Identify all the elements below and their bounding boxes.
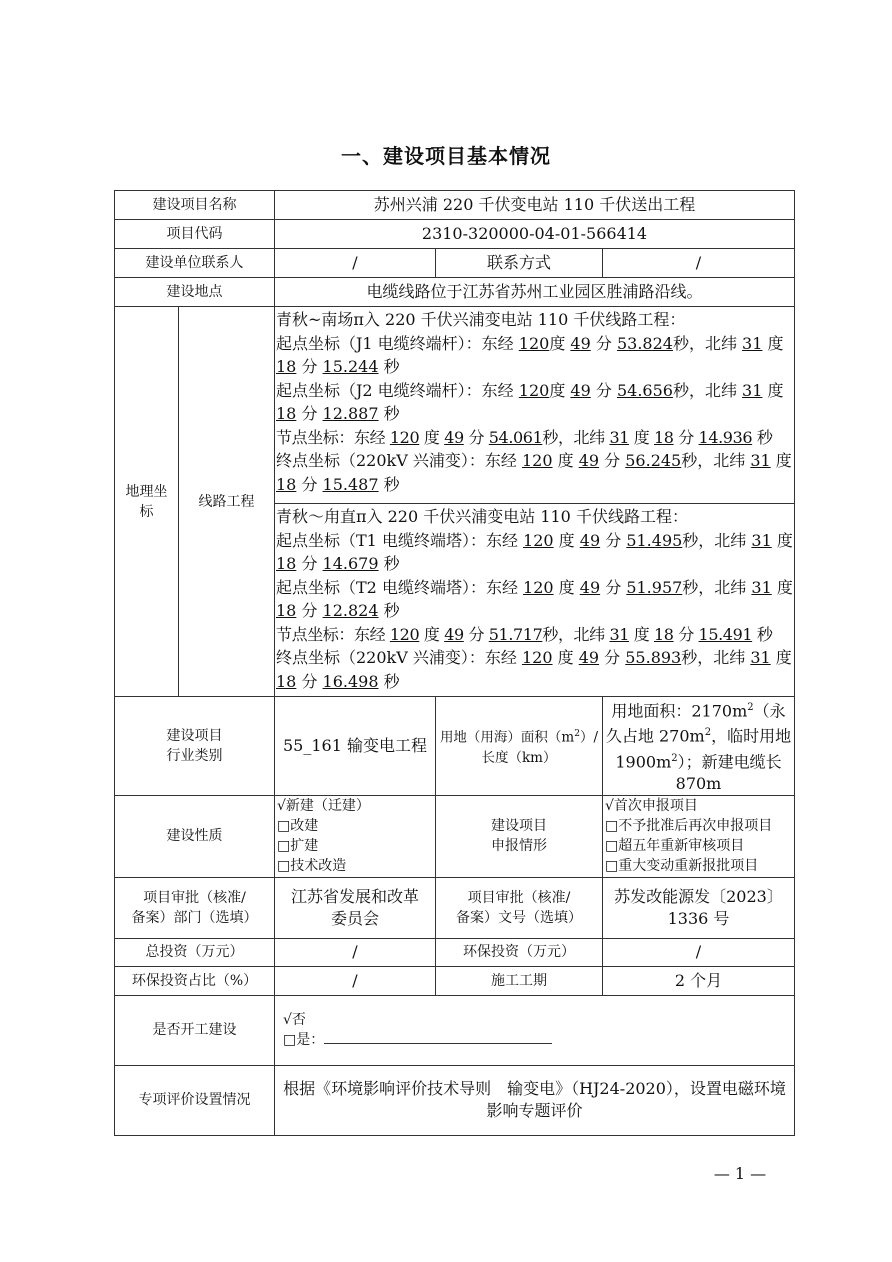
blank-line — [324, 1031, 552, 1044]
coord-line: 终点坐标（220kV 兴浦变）：东经 120 度 49 分 55.893秒，北纬 31 度 18 分 16.498 秒 — [276, 648, 792, 691]
total-investment-value: / — [275, 938, 436, 966]
construction-period-value: 2 个月 — [603, 966, 795, 995]
route-1-coords — [275, 307, 795, 504]
total-investment-label: 总投资（万元） — [115, 938, 275, 966]
area-value: 用地面积：$2170m^2$（永久占地 $270m^2$，临时用地 $1900m^2$）；新建电缆长 870m — [603, 697, 795, 796]
env-investment-label: 环保投资（万元） — [436, 938, 603, 966]
coord-line: 节点坐标：东经 120 度 49 分 54.061秒，北纬 31 度 18 分 14.936 秒 — [276, 427, 773, 447]
nature-option: √新建（迁建） — [277, 798, 370, 815]
nature-label: 建设性质 — [115, 795, 275, 877]
started-option-yes: □是： — [283, 1030, 792, 1050]
approval-doc-value: 苏发改能源发〔2023〕 1336 号 — [603, 877, 795, 938]
industry-label: 建设项目 行业类别 — [115, 697, 275, 796]
nature-option: □扩建 — [277, 838, 319, 855]
page-number: — 1 — — [713, 1164, 767, 1183]
started-option-no: √否 — [283, 1012, 306, 1029]
project-name-label: 建设项目名称 — [115, 191, 275, 220]
location-value: 电缆线路位于江苏省苏州工业园区胜浦路沿线。 — [275, 278, 795, 307]
route-2-title: 青秋～甪直π入 220 千伏兴浦变电站 110 千伏线路工程： — [276, 507, 688, 526]
coord-line: 起点坐标（T2 电缆终端塔）：东经 120 度 49 分 51.957秒，北纬 31 度 18 分 12.824 秒 — [276, 577, 793, 620]
project-code-label: 项目代码 — [115, 220, 275, 249]
declare-option: □超五年重新审核项目 — [605, 838, 745, 855]
declare-options — [603, 795, 795, 877]
contact-person-value: / — [275, 249, 436, 278]
nature-options — [275, 795, 436, 877]
declare-option: □不予批准后再次申报项目 — [605, 818, 773, 835]
nature-option: □改建 — [277, 818, 319, 835]
declare-option: □重大变动重新报批项目 — [605, 858, 759, 875]
coord-line: 节点坐标：东经 120 度 49 分 51.717秒，北纬 31 度 18 分 15.491 秒 — [276, 624, 773, 644]
contact-person-label: 建设单位联系人 — [115, 249, 275, 278]
page-title: 一、建设项目基本情况 — [341, 144, 551, 168]
approval-dept-label: 项目审批（核准/ 备案）部门（选填） — [115, 877, 275, 938]
project-code-value: 2310-320000-04-01-566414 — [275, 220, 795, 249]
project-info-table — [114, 190, 795, 1136]
env-investment-value: / — [603, 938, 795, 966]
approval-doc-label: 项目审批（核准/ 备案）文号（选填） — [436, 877, 603, 938]
env-ratio-label: 环保投资占比（%） — [115, 966, 275, 995]
coord-line: 起点坐标（J1 电缆终端杆）：东经 120度 49 分 53.824秒，北纬 31 度 18 分 15.244 秒 — [276, 333, 784, 376]
special-eval-label: 专项评价设置情况 — [115, 1065, 275, 1135]
location-label: 建设地点 — [115, 278, 275, 307]
declare-label: 建设项目 申报情形 — [436, 795, 603, 877]
geo-coord-label: 地理坐标 — [115, 307, 179, 697]
construction-period-label: 施工工期 — [436, 966, 603, 995]
industry-value: 55_161 输变电工程 — [275, 697, 436, 796]
env-ratio-value: / — [275, 966, 436, 995]
started-options — [275, 995, 795, 1065]
declare-option: √首次申报项目 — [605, 798, 698, 815]
approval-dept-value: 江苏省发展和改革 委员会 — [275, 877, 436, 938]
nature-option: □技术改造 — [277, 858, 347, 875]
area-label: 用地（用海）面积$(m^2)/$长度（km） — [436, 697, 603, 796]
route-1-title: 青秋~南场π入 220 千伏兴浦变电站 110 千伏线路工程： — [276, 310, 686, 329]
contact-method-value: / — [603, 249, 795, 278]
special-eval-value: 根据《环境影响评价技术导则 输变电》（HJ24-2020），设置电磁环境影响专题评价 — [275, 1065, 795, 1135]
route-engineering-label: 线路工程 — [179, 307, 275, 697]
contact-method-label: 联系方式 — [436, 249, 603, 278]
coord-line: 起点坐标（T1 电缆终端塔）：东经 120 度 49 分 51.495秒，北纬 31 度 18 分 14.679 秒 — [276, 530, 793, 573]
coord-line: 起点坐标（J2 电缆终端杆）：东经 120度 49 分 54.656秒，北纬 31 度 18 分 12.887 秒 — [276, 380, 784, 423]
route-2-coords — [275, 504, 795, 697]
coord-line: 终点坐标（220kV 兴浦变）：东经 120 度 49 分 56.245秒，北纬 31 度 18 分 15.487 秒 — [276, 451, 792, 494]
project-name-value: 苏州兴浦 220 千伏变电站 110 千伏送出工程 — [275, 191, 795, 220]
started-label: 是否开工建设 — [115, 995, 275, 1065]
